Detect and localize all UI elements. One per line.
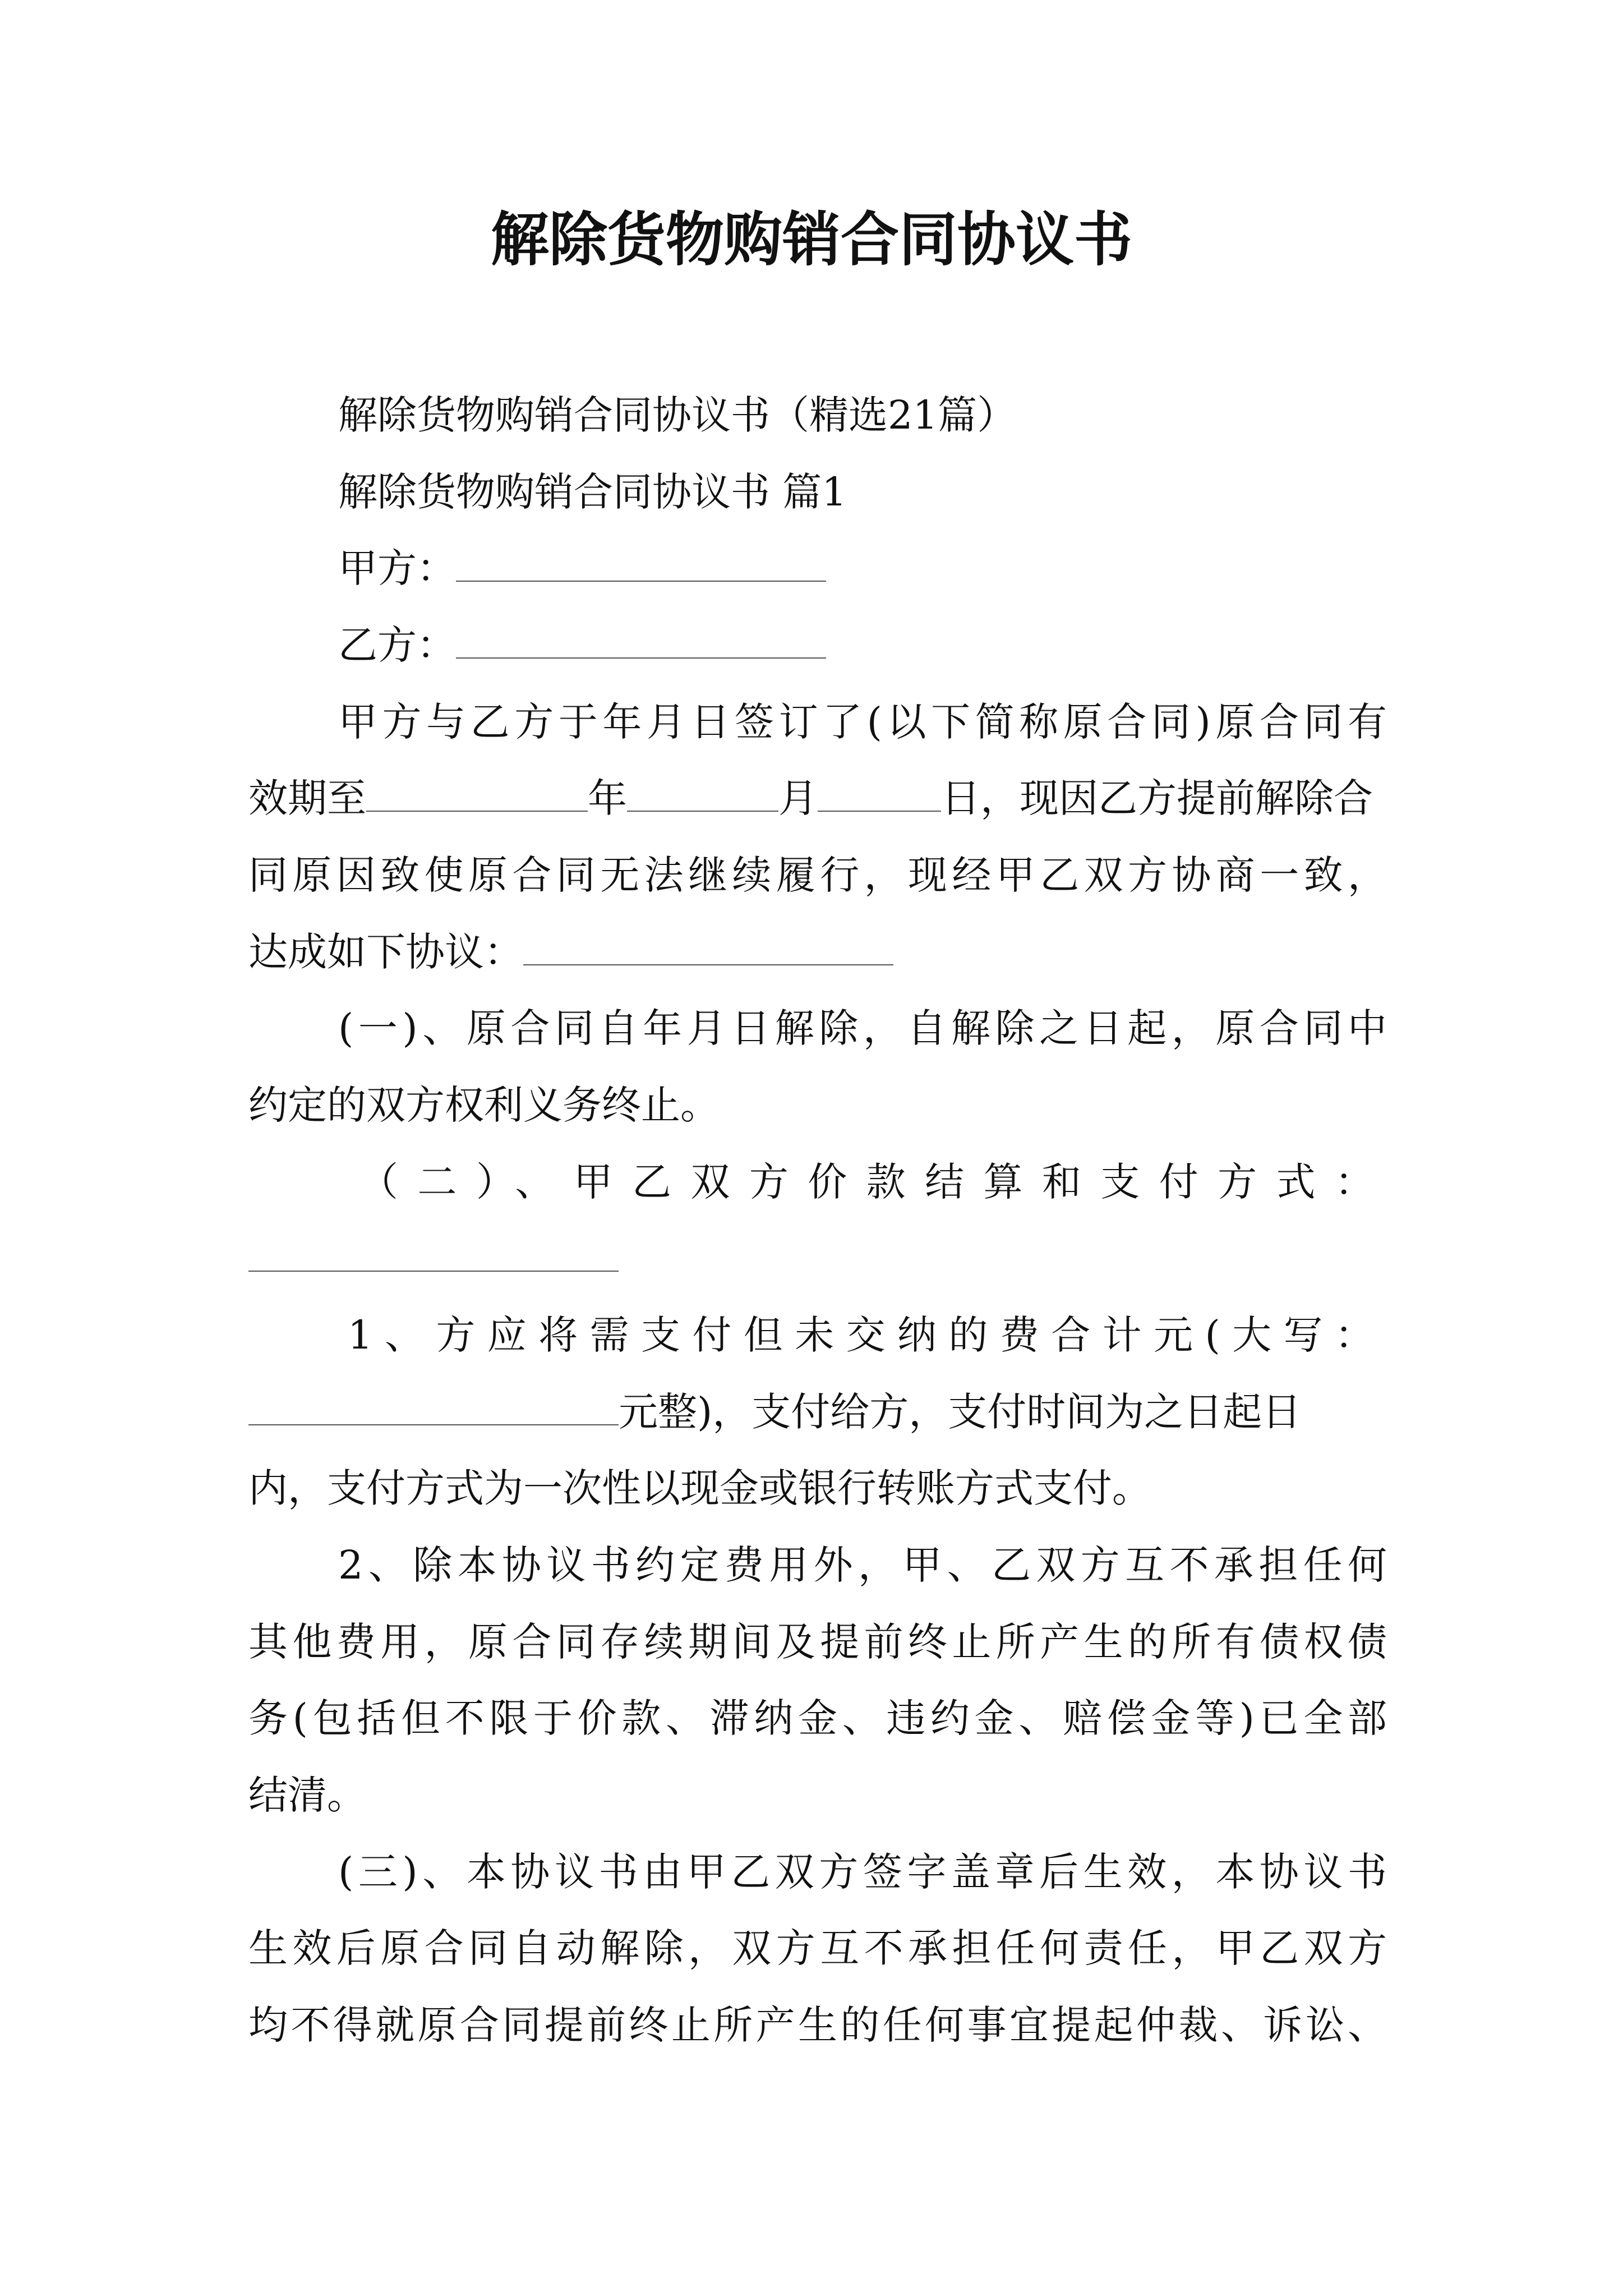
agreement-blank xyxy=(523,931,893,965)
item1-line-1: (一)、原合同自年月日解除，自解除之日起，原合同中 xyxy=(338,1005,1387,1051)
intro-line-2 xyxy=(248,770,1387,826)
intro-line-3: 同原因致使原合同无法继续履行，现经甲乙双方协商一致， xyxy=(248,852,1387,898)
intro-line-1: 甲方与乙方于年月日签订了(以下简称原合同)原合同有 xyxy=(338,699,1387,745)
clause1-line-1: 1、方应将需支付但未交纳的费合计元(大写： xyxy=(348,1312,1374,1358)
item3-line-3: 均不得就原合同提前终止所产生的任何事宜提起仲裁、诉讼、 xyxy=(248,2002,1387,2048)
intro-text-b: 年 xyxy=(588,775,627,821)
day-blank xyxy=(818,777,941,812)
intro-text-c: 月 xyxy=(778,775,818,821)
year-blank xyxy=(366,777,588,812)
intro-line-4 xyxy=(248,924,1387,980)
document-title: 解除货物购销合同协议书 xyxy=(490,205,1132,274)
party-a-blank xyxy=(456,547,826,582)
clause1-line-3: 内，支付方式为一次性以现金或银行转账方式支付。 xyxy=(248,1465,1151,1511)
intro-text-d: 日，现因乙方提前解除合 xyxy=(941,775,1373,821)
item2-blank xyxy=(248,1271,619,1272)
item2-line-1: （二）、甲乙双方价款结算和支付方式： xyxy=(359,1159,1374,1205)
clause2-line-2: 其他费用，原合同存续期间及提前终止所产生的所有债权债 xyxy=(248,1619,1387,1665)
subtitle: 解除货物购销合同协议书（精选21篇） xyxy=(338,392,1017,438)
item1-line-2: 约定的双方权利义务终止。 xyxy=(248,1082,720,1128)
item3-line-1: (三)、本协议书由甲乙双方签字盖章后生效，本协议书 xyxy=(338,1849,1387,1895)
clause1-text-2: 元整)，支付给方，支付时间为之日起日 xyxy=(619,1389,1302,1435)
party-b-label: 乙方： xyxy=(338,622,456,668)
party-b-line xyxy=(338,617,1387,673)
intro-text-a: 效期至 xyxy=(248,775,366,821)
clause1-line-2 xyxy=(248,1384,1387,1440)
party-a-line xyxy=(338,540,1387,596)
party-a-label: 甲方： xyxy=(338,545,456,591)
amount-blank xyxy=(248,1391,619,1425)
party-b-blank xyxy=(456,624,826,659)
clause2-line-3: 务(包括但不限于价款、滞纳金、违约金、赔偿金等)已全部 xyxy=(248,1695,1387,1741)
month-blank xyxy=(627,777,778,812)
clause2-line-1: 2、除本协议书约定费用外，甲、乙双方互不承担任何 xyxy=(338,1542,1387,1588)
clause2-line-4: 结清。 xyxy=(248,1772,366,1818)
item3-line-2: 生效后原合同自动解除，双方互不承担任何责任，甲乙双方 xyxy=(248,1925,1387,1971)
intro-text-agreement: 达成如下协议： xyxy=(248,929,523,975)
section-heading: 解除货物购销合同协议书 篇1 xyxy=(338,469,847,515)
